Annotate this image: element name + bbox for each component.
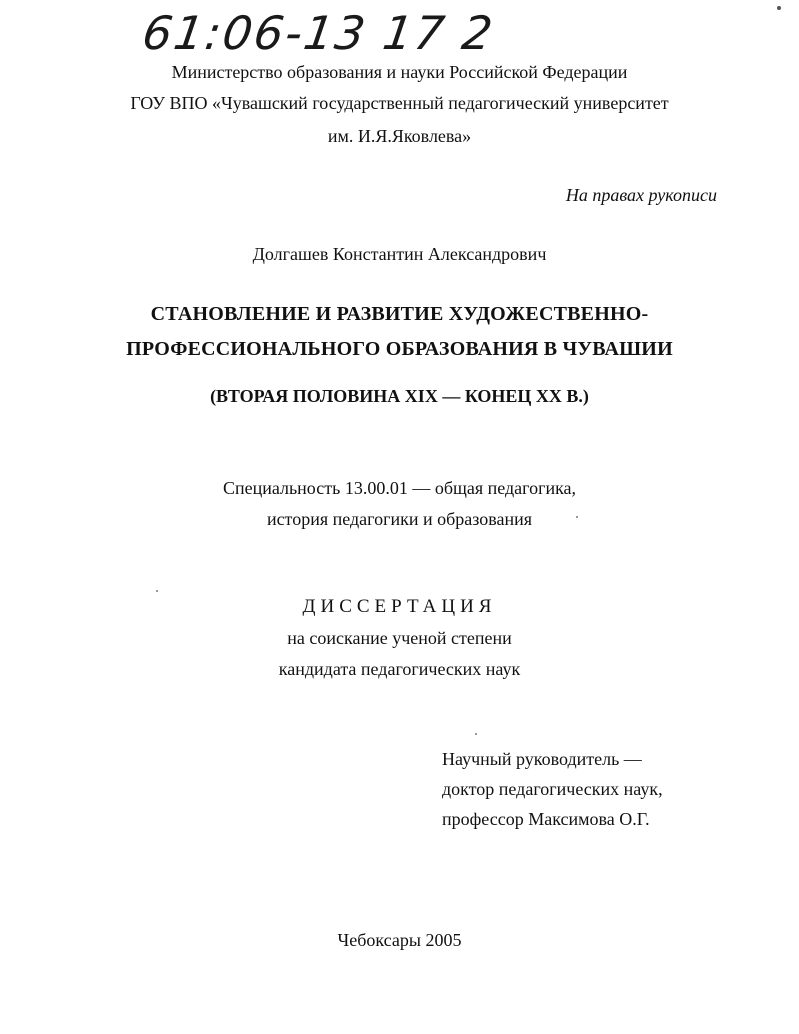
title-period: (ВТОРАЯ ПОЛОВИНА XIX — КОНЕЦ XX В.) (210, 386, 589, 406)
specialty-line-2: история педагогики и образования (266, 509, 533, 529)
university-name-line: им. И.Я.Яковлева» (327, 126, 472, 146)
title-line-1: СТАНОВЛЕНИЕ И РАЗВИТИЕ ХУДОЖЕСТВЕННО- (150, 303, 649, 325)
handwritten-catalog-number: 61:06-13 17 2 (139, 6, 498, 60)
scan-speck (576, 516, 578, 518)
city-year: Чебоксары 2005 (337, 930, 462, 950)
supervisor-line-2: доктор педагогических наук, (442, 779, 663, 799)
dissertation-line-2: кандидата педагогических наук (278, 659, 521, 679)
supervisor-line-1: Научный руководитель — (442, 749, 642, 769)
scan-speck (475, 733, 477, 735)
author-name: Долгашев Константин Александрович (252, 244, 547, 264)
dissertation-label: ДИССЕРТАЦИЯ (302, 596, 497, 617)
ministry-line: Министерство образования и науки Российской Федерации (171, 62, 628, 82)
rights-note: На правах рукописи (565, 185, 717, 205)
corner-mark (777, 6, 781, 10)
supervisor-line-3: профессор Максимова О.Г. (442, 809, 650, 829)
scan-speck (156, 590, 158, 592)
university-line: ГОУ ВПО «Чувашский государственный педагогический университет (130, 93, 669, 113)
title-line-2: ПРОФЕССИОНАЛЬНОГО ОБРАЗОВАНИЯ В ЧУВАШИИ (126, 338, 673, 360)
dissertation-line-1: на соискание ученой степени (287, 628, 512, 648)
specialty-line-1: Специальность 13.00.01 — общая педагогика, (222, 478, 577, 498)
